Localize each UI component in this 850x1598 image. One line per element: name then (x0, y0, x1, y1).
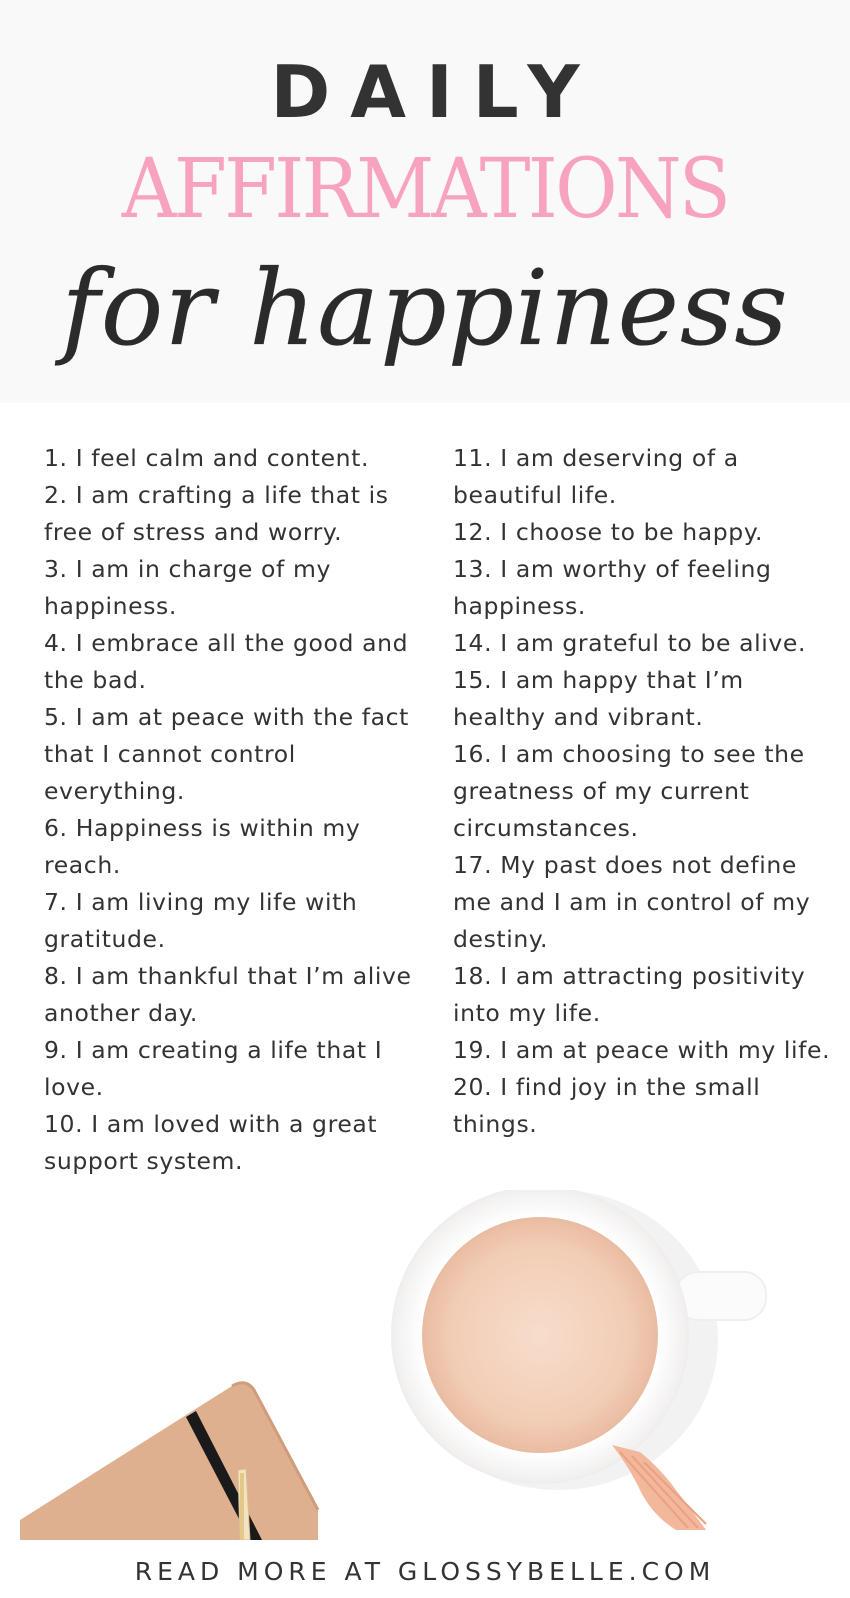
affirmation-item: 4. I embrace all the good and the bad. (44, 629, 409, 694)
title-for-happiness: for happiness (61, 247, 789, 369)
affirmation-item: 12. I choose to be happy. (453, 518, 764, 546)
affirmation-item: 14. I am grateful to be alive. (453, 629, 807, 657)
affirmation-item: 6. Happiness is within my reach. (44, 814, 361, 879)
title-affirmations: AFFIRMATIONS (121, 142, 729, 237)
affirmations-column-left (44, 440, 424, 1180)
affirmation-item: 16. I am choosing to see the greatness of my current circumstances. (453, 740, 805, 842)
affirmation-item: 10. I am loved with a great support system. (44, 1110, 378, 1175)
affirmation-item: 2. I am crafting a life that is free of stress and worry. (44, 481, 389, 546)
affirmation-item: 15. I am happy that I’m healthy and vibrant. (453, 666, 744, 731)
notebook (20, 1383, 318, 1540)
affirmation-item: 8. I am thankful that I’m alive another day. (44, 962, 412, 1027)
affirmation-item: 7. I am living my life with gratitude. (44, 888, 358, 953)
coffee-cup-and-notebook-photo (0, 1190, 850, 1540)
affirmation-item: 9. I am creating a life that I love. (44, 1036, 383, 1101)
affirmation-item: 19. I am at peace with my life. (453, 1036, 831, 1064)
affirmation-item: 17. My past does not define me and I am in control of my destiny. (453, 851, 811, 953)
affirmation-item: 5. I am at peace with the fact that I cannot control everything. (44, 703, 409, 805)
cup-handle (676, 1272, 766, 1320)
coffee-surface (422, 1217, 658, 1453)
footer-read-more: READ MORE AT GLOSSYBELLE.COM (134, 1557, 716, 1586)
title-daily: DAILY (270, 50, 600, 134)
affirmation-item: 20. I find joy in the small things. (453, 1073, 761, 1138)
affirmation-item: 11. I am deserving of a beautiful life. (453, 444, 739, 509)
affirmation-item: 13. I am worthy of feeling happiness. (453, 555, 772, 620)
affirmations-column-right (453, 440, 833, 1143)
affirmation-item: 18. I am attracting positivity into my life. (453, 962, 806, 1027)
title-banner (0, 0, 850, 403)
affirmation-item: 1. I feel calm and content. (44, 444, 370, 472)
affirmation-item: 3. I am in charge of my happiness. (44, 555, 331, 620)
